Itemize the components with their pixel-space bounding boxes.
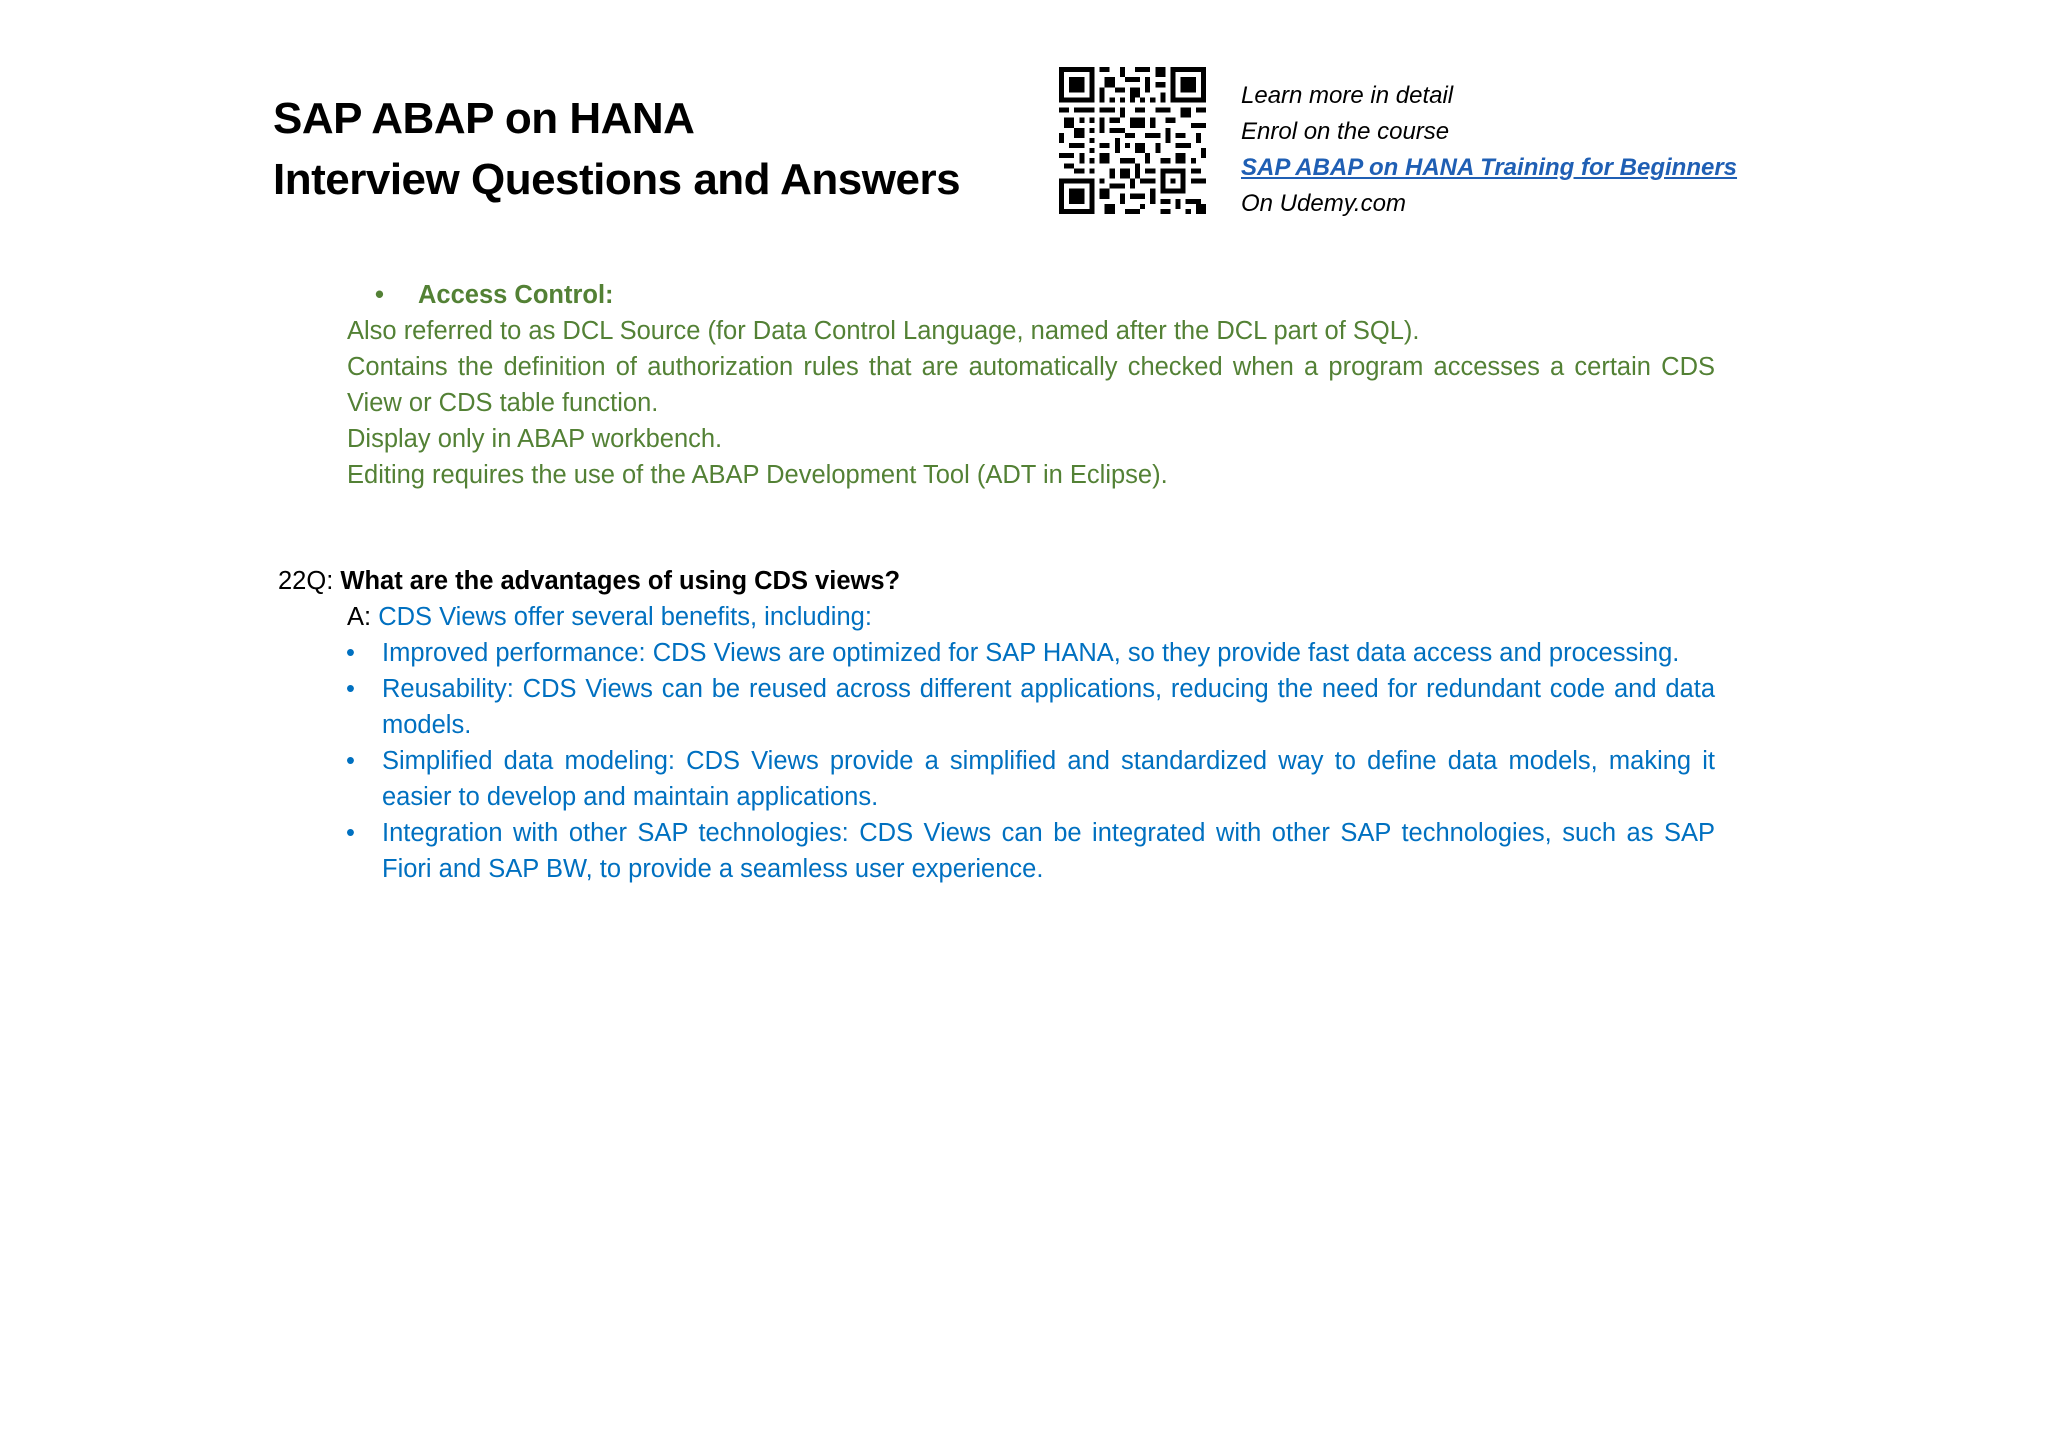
benefit-text: Reusability: CDS Views can be reused across different applications, reducing the need for redundant code and data models. — [382, 675, 1715, 739]
page-title — [273, 88, 960, 210]
promo-line-4: On Udemy.com — [1241, 190, 1406, 217]
question-22-section — [278, 563, 1715, 887]
title-line-2: Interview Questions and Answers — [273, 155, 961, 204]
list-item — [346, 815, 1715, 887]
bullet-icon: • — [346, 819, 355, 847]
question-line — [278, 563, 1715, 599]
course-link[interactable]: SAP ABAP on HANA Training for Beginners — [1241, 154, 1738, 181]
answer-intro-line — [278, 599, 1715, 635]
promo-line-1: Learn more in detail — [1241, 82, 1454, 109]
question-text: What are the advantages of using CDS views? — [340, 567, 901, 595]
promo-line-2: Enrol on the course — [1241, 118, 1450, 145]
access-control-title: Access Control: — [418, 281, 614, 309]
access-control-heading — [347, 277, 1715, 313]
bullet-icon: • — [346, 675, 355, 703]
bullet-icon: • — [375, 281, 384, 309]
title-line-1: SAP ABAP on HANA — [273, 94, 695, 143]
qr-code-icon — [1059, 67, 1206, 214]
access-control-section — [347, 277, 1715, 493]
answer-intro: CDS Views offer several benefits, including: — [378, 603, 872, 631]
access-control-para-2: Contains the definition of authorization rules that are automatically checked when a program accesses a certain CDS View or CDS table function. — [347, 353, 1715, 417]
bullet-icon: • — [346, 747, 355, 775]
benefits-list — [278, 635, 1715, 887]
question-number: 22Q: — [278, 567, 334, 595]
benefit-text: Integration with other SAP technologies: CDS Views can be integrated with other SAP technologies, such as SAP Fiori and SAP BW, to provide a seamless user experience. — [382, 819, 1715, 883]
list-item — [346, 671, 1715, 743]
access-control-para-1: Also referred to as DCL Source (for Data Control Language, named after the DCL part of SQL). — [347, 317, 1420, 345]
access-control-para-4: Editing requires the use of the ABAP Development Tool (ADT in Eclipse). — [347, 461, 1168, 489]
course-promo — [1241, 78, 1737, 222]
bullet-icon: • — [346, 639, 355, 667]
answer-prefix: A: — [347, 603, 372, 631]
benefit-text: Simplified data modeling: CDS Views provide a simplified and standardized way to define data models, making it easier to develop and maintain applications. — [382, 747, 1715, 811]
list-item — [346, 743, 1715, 815]
access-control-para-3: Display only in ABAP workbench. — [347, 425, 723, 453]
list-item — [346, 635, 1715, 671]
benefit-text: Improved performance: CDS Views are optimized for SAP HANA, so they provide fast data access and processing. — [382, 639, 1680, 667]
